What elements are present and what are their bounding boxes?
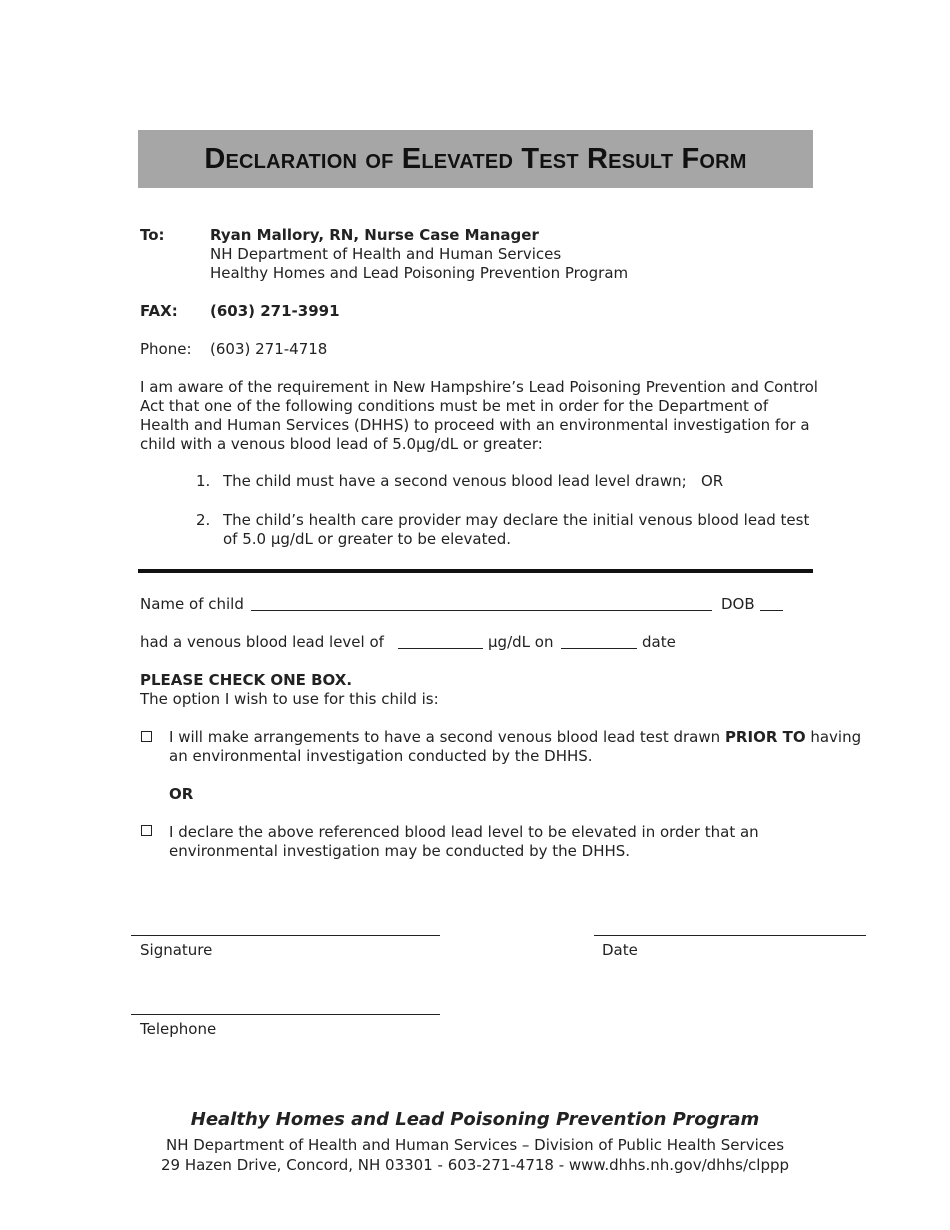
check-heading: PLEASE CHECK ONE BOX. bbox=[140, 671, 353, 689]
option-2-line-2: environmental investigation may be conducted by the DHHS. bbox=[169, 842, 631, 860]
phone-number: (603) 271-4718 bbox=[210, 340, 328, 358]
section-divider bbox=[138, 569, 813, 573]
condition-2-text: The child’s health care provider may declare the initial venous blood lead test of 5.0 µg/dL or greater to be elevated. bbox=[223, 511, 810, 548]
lead-level-unit: µg/dL on bbox=[488, 633, 554, 651]
page-title: Declaration of Elevated Test Result Form bbox=[204, 142, 747, 175]
to-label: To: bbox=[140, 226, 165, 244]
fax-number: (603) 271-3991 bbox=[210, 302, 340, 320]
dob-label: DOB bbox=[721, 595, 755, 613]
footer-line-1: NH Department of Health and Human Services – Division of Public Health Services bbox=[165, 1136, 785, 1154]
option-1-text-after: having bbox=[810, 728, 862, 746]
recipient-program: Healthy Homes and Lead Poisoning Prevention Program bbox=[210, 264, 629, 282]
check-subheading: The option I wish to use for this child is: bbox=[140, 690, 439, 708]
date-word: date bbox=[642, 633, 676, 651]
signature-label: Signature bbox=[140, 941, 213, 959]
footer-line-2: 29 Hazen Drive, Concord, NH 03301 - 603-271-4718 - www.dhhs.nh.gov/dhhs/clppp bbox=[160, 1156, 790, 1174]
condition-1-text: The child must have a second venous blood lead level drawn; OR bbox=[223, 472, 724, 490]
or-label: OR bbox=[169, 785, 194, 803]
recipient-name: Ryan Mallory, RN, Nurse Case Manager bbox=[210, 226, 539, 244]
option-2-line-1: I declare the above referenced blood lead level to be elevated in order that an bbox=[169, 823, 759, 841]
option-1-text-before: I will make arrangements to have a second venous blood lead test drawn bbox=[169, 728, 721, 746]
fax-label: FAX: bbox=[140, 302, 178, 320]
telephone-label: Telephone bbox=[140, 1020, 217, 1038]
phone-label: Phone: bbox=[140, 340, 192, 358]
intro-paragraph: I am aware of the requirement in New Hampshire’s Lead Poisoning Prevention and Control Act that one of the following conditions must be met in order for the Department of Health and Human Services (DHHS) to proceed with an environmental investigation for a child with a venous blood lead of 5.0µg/dL or greater: bbox=[140, 378, 818, 453]
option-1-line-2: an environmental investigation conducted by the DHHS. bbox=[169, 747, 593, 765]
condition-2-number: 2. bbox=[196, 511, 211, 529]
option-1-checkbox[interactable] bbox=[141, 731, 152, 742]
lead-level-label: had a venous blood lead level of bbox=[140, 633, 384, 651]
signature-line[interactable] bbox=[131, 935, 440, 936]
date-line[interactable] bbox=[594, 935, 866, 936]
option-2-checkbox[interactable] bbox=[141, 825, 152, 836]
recipient-department: NH Department of Health and Human Services bbox=[210, 245, 562, 263]
lead-level-field[interactable] bbox=[398, 634, 483, 649]
title-banner bbox=[138, 130, 813, 188]
option-1-line-1 bbox=[169, 728, 861, 747]
telephone-line[interactable] bbox=[131, 1014, 440, 1015]
child-name-label: Name of child bbox=[140, 595, 244, 613]
test-date-field[interactable] bbox=[561, 634, 637, 649]
footer-program: Healthy Homes and Lead Poisoning Prevention Program bbox=[190, 1109, 760, 1130]
child-name-field[interactable] bbox=[251, 596, 712, 611]
dob-field[interactable] bbox=[760, 596, 783, 611]
option-1-prior-to: PRIOR TO bbox=[724, 728, 806, 746]
date-label: Date bbox=[602, 941, 638, 959]
condition-1-number: 1. bbox=[196, 472, 211, 490]
